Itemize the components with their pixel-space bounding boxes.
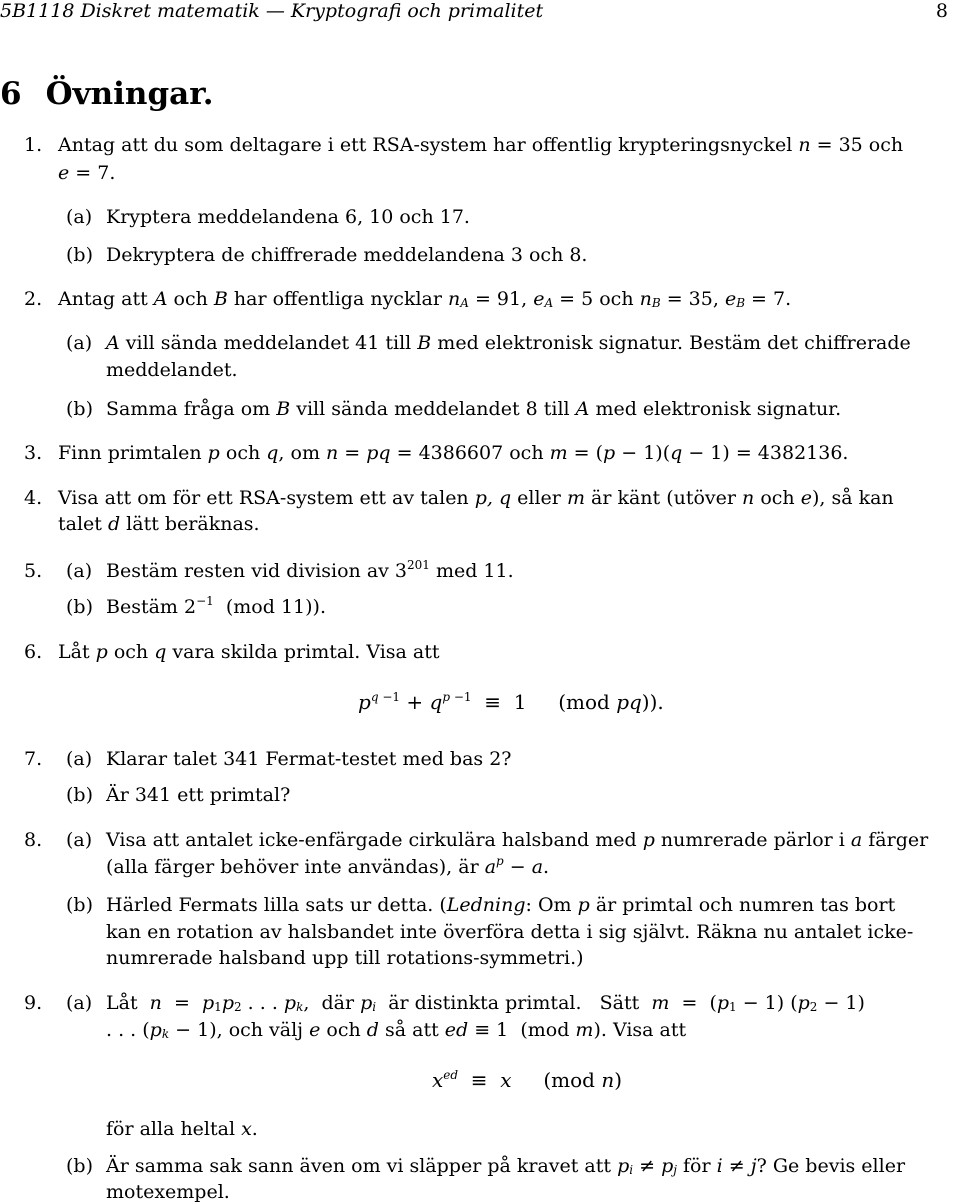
exercise-5b-lead: Bestäm 2: [106, 596, 197, 618]
exercise-7a-text: Klarar talet 341 Fermat-testet med bas 2?: [106, 748, 512, 770]
section-heading: [0, 76, 214, 112]
exercise-5a-text: [106, 560, 514, 582]
exercise-2a-line2: meddelandet.: [106, 359, 238, 381]
exercise-1a-text: Kryptera meddelandena 6, 10 och 17.: [106, 206, 470, 228]
exercise-8b-line2: kan en rotation av halsbandet inte överföra detta i sig självt. Räkna nu antalet icke-: [106, 921, 914, 943]
exercise-9b-line2: motexempel.: [106, 1181, 230, 1203]
exercise-1-line1: Antag att du som deltagare i ett RSA-system har offentlig krypteringsnyckel n = 35 och: [58, 134, 904, 156]
exercise-8a-line1: Visa att antalet icke-enfärgade cirkulära halsband med p numrerade pärlor i a färger: [106, 829, 929, 851]
exercise-9-number: 9.: [24, 992, 43, 1014]
exercise-6-text: Låt p och q vara skilda primtal. Visa att: [58, 641, 440, 663]
exercise-2-text: Antag att A och B har offentliga nycklar $n_A = 91$, $e_A = 5$ och $n_B = 35$, $e_B = 7$.: [58, 288, 792, 310]
exercise-3-text: Finn primtalen p och q, om n = pq = 4386607 och m = (p − 1)(q − 1) = 4382136.: [58, 442, 849, 464]
exercise-5b-label: (b): [66, 596, 93, 618]
exercise-7b-text: Är 341 ett primtal?: [106, 784, 291, 806]
exercise-1b-label: (b): [66, 244, 93, 266]
exercise-1a-label: (a): [66, 206, 93, 228]
exercise-6-formula: $p^{q -1} + q^{p -1} \equiv 1$ (mod pq)).: [358, 690, 664, 714]
exercise-1-number: 1.: [24, 134, 43, 156]
exercise-8a-label: (a): [66, 829, 93, 851]
exercise-8-number: 8.: [24, 829, 43, 851]
section-title: Övningar.: [45, 76, 214, 112]
exercise-9b-label: (b): [66, 1155, 93, 1177]
exercise-2b-text: Samma fråga om B vill sända meddelandet 8 till A med elektronisk signatur.: [106, 398, 842, 420]
exercise-8b-line3: numrerade halsband upp till rotations-symmetri.): [106, 947, 584, 969]
exercise-5b-exponent: −1: [196, 594, 214, 608]
exercise-5a-end: med 11.: [435, 560, 514, 582]
exercise-7a-label: (a): [66, 748, 93, 770]
exercise-9a-line3: för alla heltal x.: [106, 1118, 258, 1140]
exercise-4-line2: talet d lätt beräknas.: [58, 513, 260, 535]
exercise-5-number: 5.: [24, 560, 43, 582]
exercise-3-number: 3.: [24, 442, 43, 464]
exercise-5b-end: (mod 11)).: [225, 596, 326, 618]
exercise-5a-lead: Bestäm resten vid division av 3: [106, 560, 408, 582]
exercise-1b-text: Dekryptera de chiffrerade meddelandena 3 och 8.: [106, 244, 588, 266]
exercise-7-number: 7.: [24, 748, 43, 770]
exercise-9-formula: $x^{ed} \equiv x$ (mod n): [432, 1068, 623, 1092]
exercise-5b-text: [106, 596, 326, 618]
exercise-8a-line2: (alla färger behöver inte användas), är $a^p - a$.: [106, 854, 550, 878]
exercise-2a-line1: A vill sända meddelandet 41 till B med elektronisk signatur. Bestäm det chiffrerade: [106, 332, 911, 354]
exercise-8b-label: (b): [66, 894, 93, 916]
exercise-6-number: 6.: [24, 641, 43, 663]
running-header-title: 5B1118 Diskret matematik — Kryptografi och primalitet: [0, 0, 544, 22]
section-number: 6: [0, 76, 22, 112]
page-number: 8: [935, 0, 948, 22]
exercise-1-line2: e = 7.: [58, 162, 116, 184]
exercise-8b-line1: Härled Fermats lilla sats ur detta. (Ledning: Om p är primtal och numren tas bort: [106, 894, 896, 916]
exercise-9b-line1: Är samma sak sann även om vi släpper på kravet att $p_i \ne p_j$ för i ≠ j? Ge bevis eller: [106, 1155, 906, 1177]
exercise-4-line1: Visa att om för ett RSA-system ett av talen p, q eller m är känt (utöver n och e), så kan: [58, 487, 894, 509]
exercise-9a-line2: . . . $(p_k - 1)$, och välj e och d så att ed ≡ 1 (mod m). Visa att: [106, 1019, 687, 1041]
exercise-9a-line1: Låt $n = p_1p_2$ . . . $p_k$, där $p_i$ är distinkta primtal. Sätt $m = (p_1 - 1) (p_2 - 1)$: [106, 992, 865, 1014]
exercise-2b-label: (b): [66, 398, 93, 420]
exercise-5a-exponent: 201: [407, 558, 430, 572]
exercise-9a-label: (a): [66, 992, 93, 1014]
exercise-7b-label: (b): [66, 784, 93, 806]
exercise-2a-label: (a): [66, 332, 93, 354]
exercise-2-number: 2.: [24, 288, 43, 310]
exercise-4-number: 4.: [24, 487, 43, 509]
exercise-5a-label: (a): [66, 560, 93, 582]
